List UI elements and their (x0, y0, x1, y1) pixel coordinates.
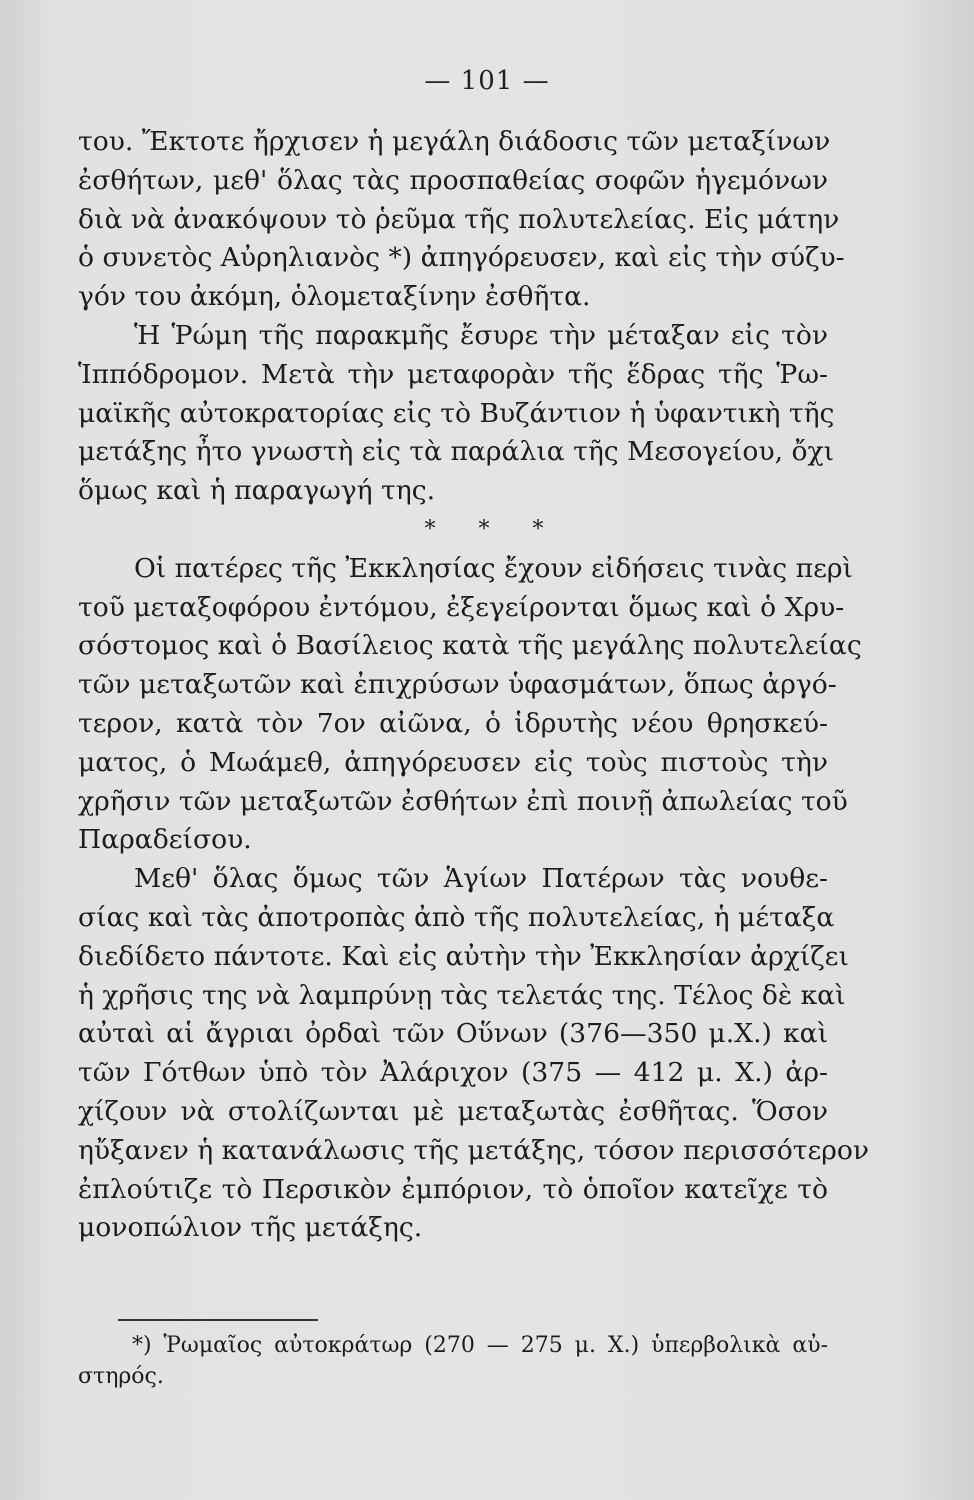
footnote-line: *) Ῥωμαῖος αὐτοκράτωρ (270 — 275 μ. Χ.) ὑπερβολικὰ αὐ- (132, 1333, 828, 1358)
text-line: ἡ χρῆσις της νὰ λαμπρύνῃ τὰς τελετάς της. Τέλος δὲ καὶ (78, 979, 846, 1011)
text-line: μονοπώλιον τῆς μετάξης. (78, 1212, 423, 1244)
text-line: ὅμως καὶ ἡ παραγωγή της. (78, 475, 436, 507)
text-line: τῶν Γότθων ὑπὸ τὸν Ἀλάριχον (375 — 412 μ. Χ.) ἀρ- (78, 1057, 828, 1089)
text-line: σίας καὶ τὰς ἀποτροπὰς ἀπὸ τῆς πολυτελείας, ἡ μέταξα (78, 901, 835, 933)
text-line: Ἡ Ῥώμη τῆς παρακμῆς ἔσυρε τὴν μέταξαν εἰς τὸν (134, 319, 828, 351)
text-line: Παραδείσου. (78, 824, 252, 856)
paragraph-3 (78, 550, 862, 860)
section-break: * * * (424, 516, 562, 542)
text-line: διεδίδετο πάντοτε. Καὶ εἰς αὐτὴν τὴν Ἐκκλησίαν ἀρχίζει (78, 940, 849, 972)
page-number: — 101 — (424, 66, 550, 96)
text-line: γόν του ἀκόμη, ὁλομεταξίνην ἐσθῆτα. (78, 281, 591, 313)
text-line: αὐταὶ αἱ ἄγριαι ὀρδαὶ τῶν Οὕνων (376—350 μ.Χ.) καὶ (78, 1018, 828, 1050)
text-line: μαϊκῆς αὐτοκρατορίας εἰς τὸ Βυζάντιον ἡ ὑφαντικὴ τῆς (78, 397, 835, 429)
paragraph-4 (78, 860, 870, 1248)
paragraph-2 (78, 317, 835, 511)
text-line: Ἱππόδρομον. Μετὰ τὴν μεταφορὰν τῆς ἕδρας τῆς Ῥω- (78, 358, 828, 390)
footnote (78, 1330, 828, 1392)
text-line: ματος, ὁ Μωάμεθ, ἀπηγόρευσεν εἰς τοὺς πιστοὺς τὴν (78, 746, 828, 778)
text-line: τοῦ μεταξοφόρου ἐντόμου, ἐξεγείρονται ὅμως καὶ ὁ Χρυ- (78, 591, 845, 623)
text-line: τῶν μεταξωτῶν καὶ ἐπιχρύσων ὑφασμάτων, ὅπως ἀργό- (78, 669, 837, 701)
text-line: ὁ συνετὸς Αὐρηλιανὸς *) ἀπηγόρευσεν, καὶ εἰς τὴν σύζυ- (78, 242, 845, 274)
text-line: του. Ἔκτοτε ἤρχισεν ἡ μεγάλη διάδοσις τῶν μεταξίνων (78, 126, 831, 157)
text-line: ηὔξανεν ἡ κατανάλωσις τῆς μετάξης, τόσον περισσότερον (78, 1134, 870, 1166)
footnote-line: στηρός. (78, 1364, 164, 1389)
footnote-divider (118, 1319, 318, 1321)
text-line: χρῆσιν τῶν μεταξωτῶν ἐσθήτων ἐπὶ ποινῇ ἀπωλείας τοῦ (78, 785, 848, 817)
body-text (78, 123, 870, 1248)
text-line: ἐπλούτιζε τὸ Περσικὸν ἐμπόριον, τὸ ὁποῖον κατεῖχε τὸ (78, 1173, 828, 1205)
text-line: χίζουν νὰ στολίζωνται μὲ μεταξωτὰς ἐσθῆτας. Ὅσον (78, 1095, 828, 1127)
text-line: μετάξης ἦτο γνωστὴ εἰς τὰ παράλια τῆς Μεσογείου, ὄχι (78, 436, 835, 468)
text-line: Μεθ' ὅλας ὅμως τῶν Ἁγίων Πατέρων τὰς νουθε- (134, 863, 828, 895)
text-line: ἐσθήτων, μεθ' ὅλας τὰς προσπαθείας σοφῶν ἡγεμόνων (78, 164, 828, 196)
paragraph-1 (78, 123, 845, 317)
text-line: Οἱ πατέρες τῆς Ἐκκλησίας ἔχουν εἰδήσεις τινὰς περὶ (134, 552, 853, 584)
text-line: τερον, κατὰ τὸν 7ον αἰῶνα, ὁ ἱδρυτὴς νέου θρησκεύ- (78, 707, 828, 739)
text-line: διὰ νὰ ἀνακόψουν τὸ ῥεῦμα τῆς πολυτελείας. Εἰς μάτην (78, 203, 840, 235)
text-line: σόστομος καὶ ὁ Βασίλειος κατὰ τῆς μεγάλης πολυτελείας (78, 630, 862, 662)
